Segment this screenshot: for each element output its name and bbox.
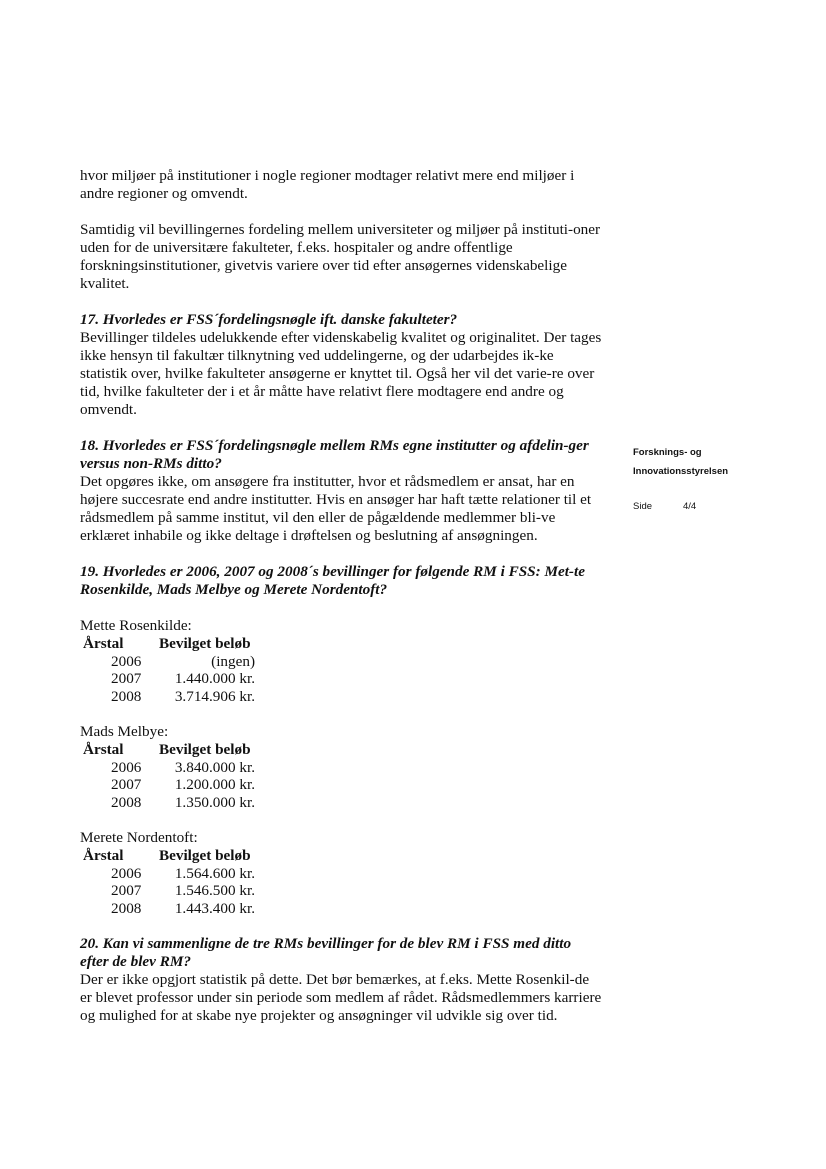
amount-cell: 1.200.000 kr.	[174, 776, 255, 793]
org-name-line-1: Forsknings- og	[633, 447, 702, 458]
column-header-amount: Bevilget beløb	[159, 741, 251, 758]
person-name: Mette Rosenkilde:	[80, 617, 192, 634]
year-cell: 2007	[111, 882, 142, 899]
person-name: Merete Nordentoft:	[80, 829, 198, 846]
table-row	[83, 653, 255, 671]
column-header-year: Årstal	[83, 847, 124, 864]
table-row	[83, 900, 255, 918]
main-text-column	[80, 167, 602, 1025]
table-row	[83, 759, 255, 777]
year-cell: 2007	[111, 670, 142, 687]
amount-cell: 1.443.400 kr.	[174, 899, 255, 917]
column-header-amount: Bevilget beløb	[159, 847, 251, 864]
year-cell: 2006	[111, 864, 142, 882]
amount-cell: 1.440.000 kr.	[174, 670, 255, 687]
question-19-heading: 19. Hvorledes er 2006, 2007 og 2008´s bevillinger for følgende RM i FSS: Met-te Rosenkilde, Mads Melbye og Merete Nordentoft?	[80, 563, 585, 598]
table-row	[83, 670, 255, 688]
question-18-heading: 18. Hvorledes er FSS´fordelingsnøgle mellem RMs egne institutter og afdelin-ger versus non-RMs ditto?	[80, 437, 589, 472]
grants-table-header	[83, 635, 255, 653]
amount-cell: 1.350.000 kr.	[174, 793, 255, 811]
page-number	[633, 497, 783, 516]
table-row	[83, 776, 255, 794]
page-label: Side	[633, 501, 653, 512]
column-header-year: Årstal	[83, 635, 124, 652]
table-row	[83, 794, 255, 812]
question-20-answer: Der er ikke opgjort statistik på dette. Det bør bemærkes, at f.eks. Mette Rosenkil-de er blevet professor under sin periode som medlem af rådet. Rådsmedlemmers karriere og mulighed for at skabe nye projekter og ansøgninger vil udvikle sig over tid.	[80, 971, 602, 1024]
table-row	[83, 882, 255, 900]
sidebar-organization	[633, 443, 783, 516]
org-name-line-2: Innovationsstyrelsen	[633, 466, 729, 477]
amount-cell: 1.564.600 kr.	[174, 864, 255, 882]
column-header-year: Årstal	[83, 741, 124, 758]
year-cell: 2008	[111, 793, 142, 811]
year-cell: 2008	[111, 899, 142, 917]
amount-cell: 1.546.500 kr.	[174, 882, 255, 899]
year-cell: 2008	[111, 687, 142, 705]
year-cell: 2007	[111, 776, 142, 793]
question-17-heading: 17. Hvorledes er FSS´fordelingsnøgle ift. danske fakulteter?	[80, 311, 458, 328]
table-row	[83, 688, 255, 706]
paragraph-intro-2: Samtidig vil bevillingernes fordeling mellem universiteter og miljøer på instituti-oner uden for de universitære fakulteter, f.eks. hospitaler og andre offentlige forskningsinstitutioner, givetvis variere over tid efter ansøgernes videnskabelige kvalitet.	[80, 221, 601, 292]
grants-table	[83, 635, 255, 705]
column-header-amount: Bevilget beløb	[159, 635, 251, 652]
year-cell: 2006	[111, 758, 142, 776]
question-17-answer: Bevillinger tildeles udelukkende efter videnskabelig kvalitet og originalitet. Der tages ikke hensyn til fakultær tilknytning ved uddelingerne, og der udarbejdes ik-ke statistik over, hvilke fakulteter ansøgerne er knyttet til. Også her vil det varie-re over tid, hvilke fakulteter der i et år måtte have relativt flere modtagere end andre og omvendt.	[80, 329, 602, 418]
person-name: Mads Melbye:	[80, 723, 169, 740]
question-18-answer: Det opgøres ikke, om ansøgere fra institutter, hvor et rådsmedlem er ansat, har en højere succesrate end andre institutter. Hvis en ansøger har haft tætte relationer til et rådsmedlem på samme institut, vil den eller de pågældende medlemmer bli-ve erklæret inhabile og ikke deltage i drøftelsen og beslutning af ansøgningen.	[80, 473, 592, 544]
amount-cell: 3.840.000 kr.	[174, 758, 255, 776]
paragraph-intro-1: hvor miljøer på institutioner i nogle regioner modtager relativt mere end miljøer i andre regioner og omvendt.	[80, 167, 575, 202]
question-20-heading: 20. Kan vi sammenligne de tre RMs bevillinger for de blev RM i FSS med ditto efter de blev RM?	[80, 935, 572, 970]
grants-table-header	[83, 847, 255, 865]
grants-table	[83, 847, 255, 917]
grants-table-header	[83, 741, 255, 759]
table-row	[83, 865, 255, 883]
page-value: 4/4	[683, 501, 697, 512]
amount-cell: 3.714.906 kr.	[174, 687, 255, 705]
grants-table	[83, 741, 255, 811]
year-cell: 2006	[111, 652, 142, 670]
amount-cell: (ingen)	[211, 652, 255, 670]
